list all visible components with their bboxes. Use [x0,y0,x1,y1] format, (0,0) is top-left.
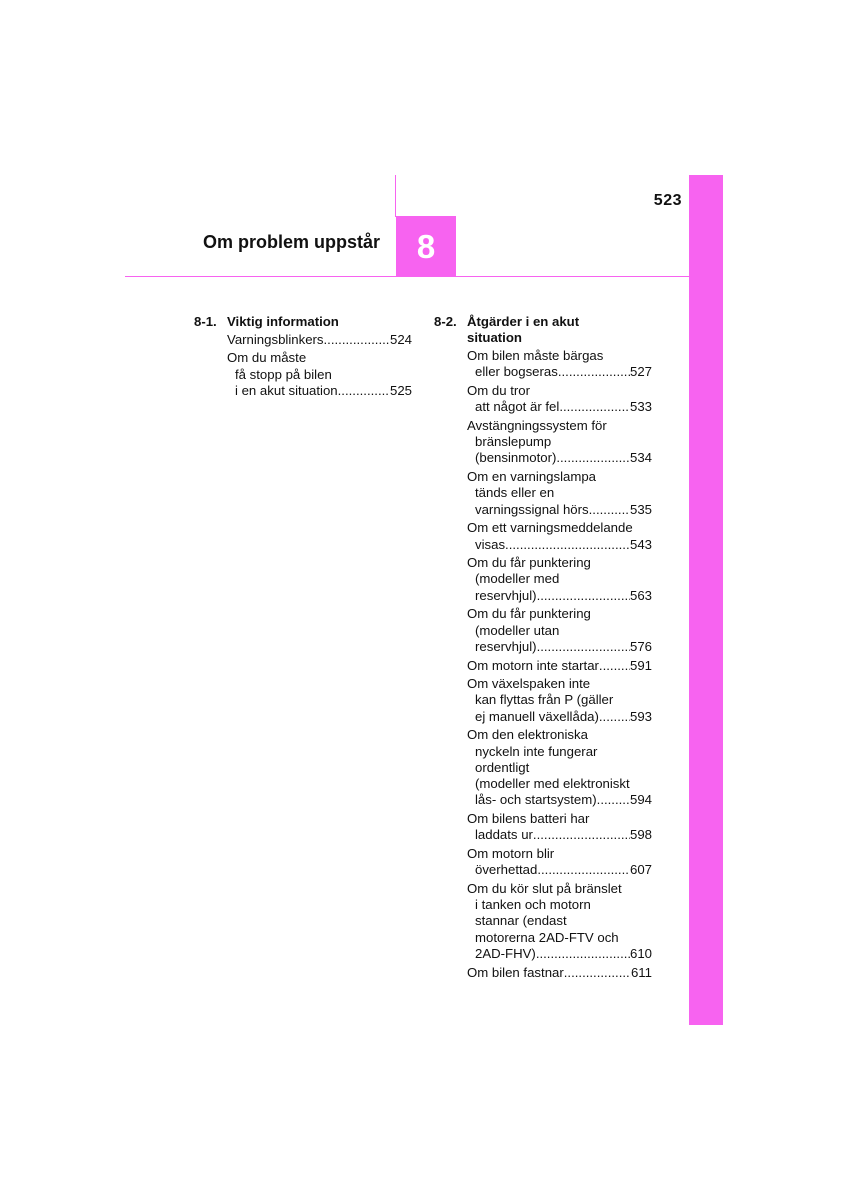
chapter-side-tab [689,175,723,1025]
toc-entries [434,348,652,981]
header-rule [125,276,690,277]
dot-leader [505,537,630,553]
toc-entry-line: Om du kör slut på bränslet [467,880,622,896]
toc-entry-line [467,399,652,415]
dot-leader [599,709,630,725]
toc-section-8-1 [194,314,412,399]
toc-page-number: 533 [629,399,652,415]
toc-page-number: 524 [389,331,412,347]
toc-page-number: 535 [629,501,652,517]
toc-entry-line: motorerna 2AD-FTV och [475,929,619,945]
chapter-number: 8 [416,227,436,265]
toc-entry-text: lås- och startsystem) [475,792,597,808]
toc-entry-line [467,450,652,466]
toc-entry-line: Om bilens batteri har [467,811,590,827]
section-heading [434,314,652,347]
toc-page-number: 525 [389,382,412,398]
dot-leader [564,965,631,981]
toc-entry-line: Om växelspaken inte [467,676,591,692]
toc-entry-line [467,862,652,878]
toc-entry [467,965,652,981]
toc-entry-text: visas [475,536,506,552]
toc-entry [467,658,652,674]
chapter-number-box [396,216,456,277]
toc-entry-line [227,383,412,399]
toc-entry-line [227,332,412,348]
toc-entry-line: i tanken och motorn [475,897,591,913]
toc-entry-text: laddats ur [475,827,533,843]
toc-entry-line: ordentligt [475,759,530,775]
dot-leader [338,383,390,399]
toc-entry-line: Om ett varningsmeddelande [467,520,633,536]
toc-page-number: 527 [629,364,652,380]
toc-entry-text: eller bogseras [475,364,558,380]
toc-entry-text: reservhjul) [475,638,537,654]
toc-entry-line: bränslepump [475,434,552,450]
toc-entry-text: Varningsblinkers [227,331,324,347]
toc-page-number: 594 [629,792,652,808]
header-vertical-rule [395,175,396,217]
toc-entry [227,350,412,399]
section-heading [194,314,412,330]
toc-entry-text: Om motorn inte startar [467,657,599,673]
dot-leader [533,827,630,843]
toc-page-number: 534 [629,450,652,466]
toc-entry-text: ej manuell växellåda) [475,708,599,724]
toc-entry-text: varningssignal hörs [475,501,589,517]
toc-entry-line: Om du får punktering [467,555,591,571]
toc-entry [467,846,652,879]
toc-entry-line: Avstängningssystem för [467,417,607,433]
toc-page-number: 591 [629,657,652,673]
toc-entry-line: Om bilen måste bärgas [467,348,604,364]
toc-entry-line: stannar (endast [475,913,567,929]
toc-entry-line: Om du måste [227,350,307,366]
toc-page-number: 598 [629,827,652,843]
dot-leader [599,658,630,674]
toc-entry-line [467,639,652,655]
toc-entry-line: (modeller med [475,571,560,587]
dot-leader [556,450,630,466]
section-title-line: Åtgärder i en akut [467,314,580,329]
dot-leader [559,399,630,415]
toc-entry [467,469,652,518]
toc-entry-line: (modeller med elektroniskt [475,776,630,792]
toc-entry-line [467,965,652,981]
toc-entry-text: reservhjul) [475,587,537,603]
toc-entry [467,727,652,808]
toc-page-number: 563 [629,587,652,603]
toc-entry-line: (modeller utan [475,622,560,638]
toc-entry [467,418,652,467]
toc-entry-line: tänds eller en [475,485,555,501]
toc-entry-text: 2AD-FHV) [475,946,536,962]
toc-entry [467,676,652,725]
dot-leader [536,946,630,962]
toc-page-number: 611 [630,964,652,980]
toc-page-number: 593 [629,708,652,724]
toc-entry-text: i en akut situation [235,382,338,398]
toc-page-number: 610 [629,946,652,962]
dot-leader [558,364,630,380]
toc-entry-line [467,827,652,843]
dot-leader [597,792,630,808]
toc-entry-line [467,502,652,518]
page-number: 523 [653,192,682,209]
dot-leader [537,639,630,655]
toc-entry-line [467,658,652,674]
dot-leader [324,332,390,348]
toc-entry-line: Om den elektroniska [467,727,588,743]
toc-entry-line: Om en varningslampa [467,469,597,485]
toc-entry-line: nyckeln inte fungerar [475,743,598,759]
toc-entries [194,332,412,399]
toc-entry-line: Om motorn blir [467,845,555,861]
toc-entry-line [467,537,652,553]
toc-entry-line: få stopp på bilen [235,366,332,382]
toc-entry-text: att något är fel [475,399,560,415]
toc-page-number: 607 [629,862,652,878]
toc-entry-text: Om bilen fastnar [467,964,564,980]
toc-entry-line [467,709,652,725]
toc-entry-line: Om du tror [467,382,531,398]
toc-entry [467,606,652,655]
section-number: 8-2. [434,314,457,329]
dot-leader [589,502,630,518]
toc-entry-line: kan flyttas från P (gäller [475,692,614,708]
toc-page-number: 576 [629,638,652,654]
toc-entry-line [467,364,652,380]
toc-entry [467,383,652,416]
toc-entry [467,811,652,844]
toc-entry [467,520,652,553]
section-title-line: Viktig information [227,314,339,329]
section-title-line: situation [467,330,522,346]
toc-section-8-2 [434,314,652,981]
toc-page-number: 543 [629,536,652,552]
toc-entry [467,881,652,962]
toc-entry [467,555,652,604]
toc-entry-text: överhettad [475,862,538,878]
dot-leader [537,588,630,604]
toc-entry-line [467,946,652,962]
toc-entry-line: Om du får punktering [467,606,591,622]
section-number: 8-1. [194,314,217,329]
toc-entry-text: (bensinmotor) [475,450,557,466]
toc-entry [227,332,412,348]
toc-entry [467,348,652,381]
toc-entry-line [467,588,652,604]
chapter-title: Om problem uppstår [202,232,380,252]
dot-leader [537,862,630,878]
toc-entry-line [467,792,652,808]
